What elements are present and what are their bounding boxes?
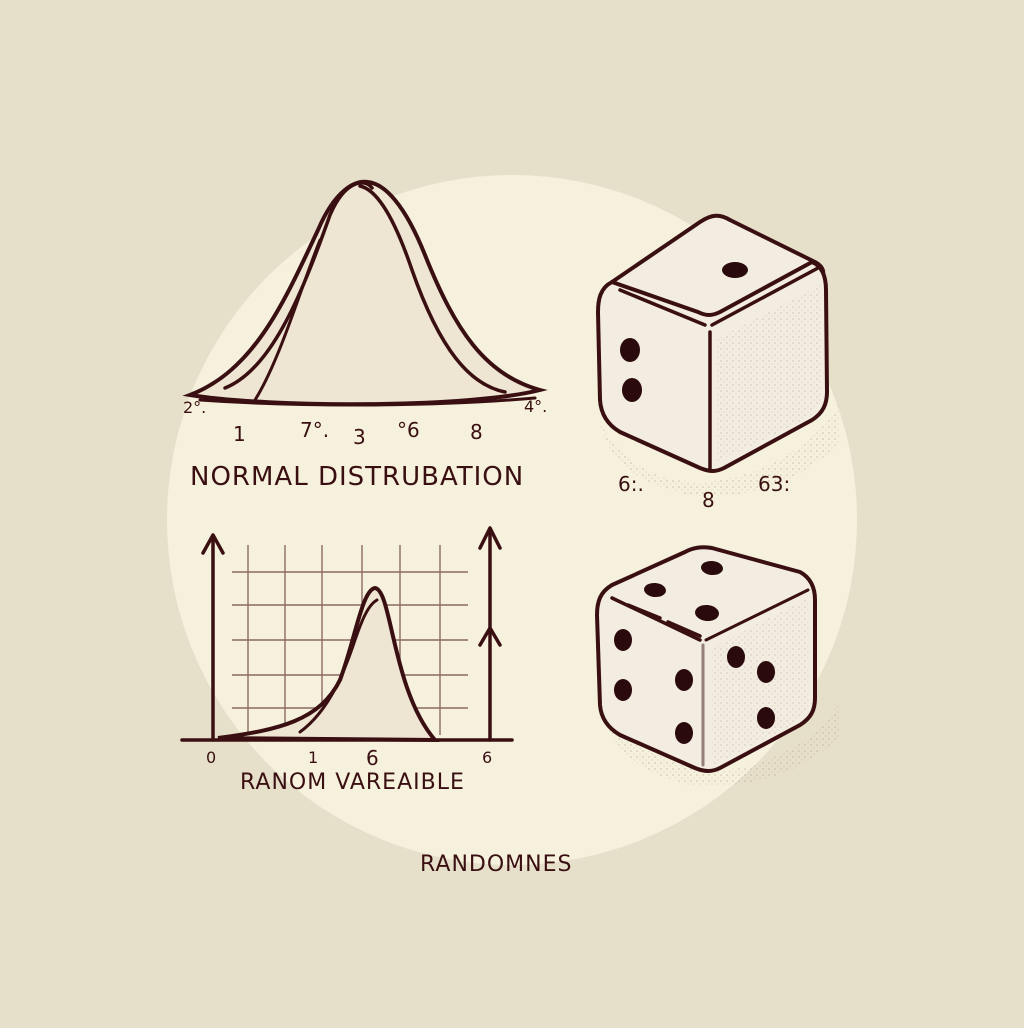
die-pip <box>675 722 693 744</box>
die-pip <box>757 707 775 729</box>
die-pip <box>675 669 693 691</box>
random-tick-label: 0 <box>206 748 217 767</box>
random-tick-label: 1 <box>308 748 319 767</box>
normal-tick-label: °6 <box>397 418 420 442</box>
die-pip <box>620 338 640 362</box>
die-pip <box>757 661 775 683</box>
die-pip <box>622 378 642 402</box>
random-tick-label: 6 <box>366 746 379 770</box>
normal-tick-label: 7°. <box>300 418 330 442</box>
random-tick-label: 6 <box>482 748 493 767</box>
die-one-label: 63: <box>758 472 791 496</box>
die-pip <box>614 679 632 701</box>
die-pip <box>614 629 632 651</box>
normal-tick-label: 2°. <box>183 398 207 417</box>
normal-tick-label: 4°. <box>524 397 548 416</box>
die-pip <box>727 646 745 668</box>
random-variable-title: RANOM VAREAIBLE <box>240 770 465 795</box>
normal-tick-label: 1 <box>233 422 246 446</box>
normal-tick-label: 8 <box>470 420 483 444</box>
die-pip <box>722 262 748 278</box>
die-one-label: 6:. <box>618 472 644 496</box>
die-two <box>597 547 840 786</box>
caption: RANDOMNES <box>420 852 573 877</box>
normal-distribution-title: NORMAL DISTRUBATION <box>190 462 525 492</box>
die-one-label: 8 <box>702 488 715 512</box>
normal-tick-label: 3 <box>353 425 366 449</box>
